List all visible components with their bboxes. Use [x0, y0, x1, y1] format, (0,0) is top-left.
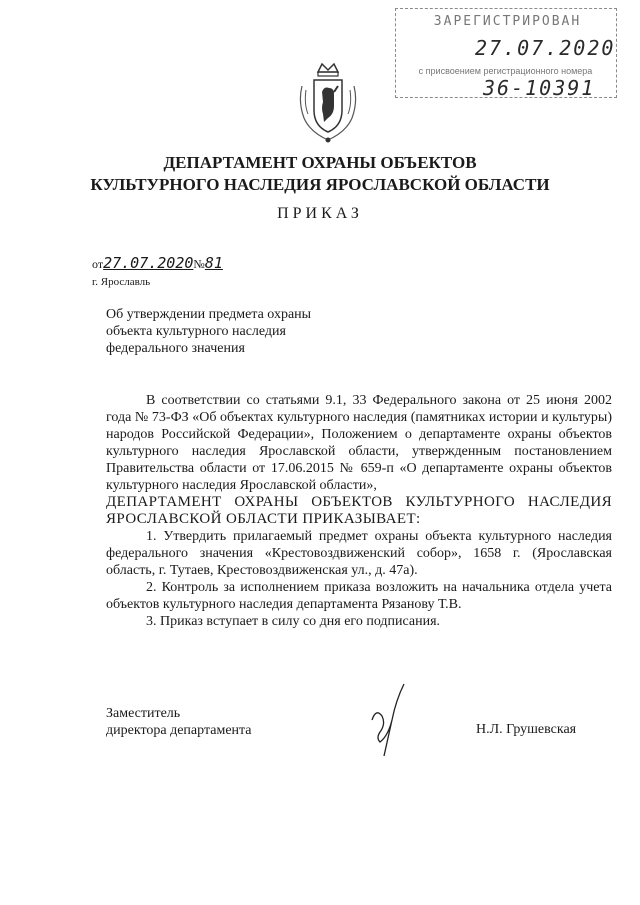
document-type: ПРИКАЗ — [277, 205, 363, 222]
subject-line: объекта культурного наследия — [106, 324, 286, 339]
stamp-number: 36-10391 — [483, 76, 596, 100]
signatory-role — [106, 705, 252, 739]
document-date: 27.07.2020 — [103, 254, 194, 272]
handwritten-signature — [362, 680, 410, 758]
preamble-paragraph: В соответствии со статьями 9.1, 33 Федерального закона от 25 июня 2002 года № 73-ФЗ «Об объектах культурного наследия (памятниках истории и культуры) народов Российской Федерации», Положением о департаменте охраны объектов культурного наследия Ярославской области, утвержденным постановлением Правительства области от 17.06.2015 № 659-п «О департаменте охраны объектов культурного наследия Ярославской области», — [106, 393, 612, 493]
stamp-date: 27.07.2020 — [475, 36, 616, 60]
document-body — [106, 392, 612, 630]
date-prefix: от — [92, 257, 104, 271]
subject-line: Об утверждении предмета охраны — [106, 307, 312, 322]
order-item: 1. Утвердить прилагаемый предмет охраны объекта культурного наследия федерального значения «Крестовоздвиженский собор», 1658 г. (Ярославская область, г. Тутаев, Крестовоздвиженская ул., д. 47а). — [106, 529, 612, 578]
stamp-title: ЗАРЕГИСТРИРОВАН — [433, 14, 582, 29]
number-prefix: № — [193, 257, 205, 271]
signatory-name: Н.Л. Грушевская — [476, 722, 577, 737]
document-place: г. Ярославль — [92, 276, 151, 288]
document-subject — [106, 306, 366, 357]
coat-of-arms-icon — [296, 62, 360, 144]
stamp-note: с присвоением регистрационного номера — [418, 66, 593, 76]
order-item: 2. Контроль за исполнением приказа возложить на начальника отдела учета объектов культурного наследия департамента Рязанову Т.В. — [106, 580, 612, 612]
document-number: 81 — [204, 254, 223, 272]
role-line: Заместитель — [106, 706, 181, 721]
header-line-1: ДЕПАРТАМЕНТ ОХРАНЫ ОБЪЕКТОВ — [163, 153, 477, 172]
role-line: директора департамента — [106, 723, 252, 738]
order-item: 3. Приказ вступает в силу со дня его подписания. — [146, 614, 441, 629]
subject-line: федерального значения — [106, 341, 245, 356]
header-line-2: КУЛЬТУРНОГО НАСЛЕДИЯ ЯРОСЛАВСКОЙ ОБЛАСТИ — [90, 175, 550, 194]
document-date-number — [92, 254, 223, 272]
order-statement: ДЕПАРТАМЕНТ ОХРАНЫ ОБЪЕКТОВ КУЛЬТУРНОГО НАСЛЕДИЯ ЯРОСЛАВСКОЙ ОБЛАСТИ ПРИКАЗЫВАЕТ: — [106, 494, 612, 527]
